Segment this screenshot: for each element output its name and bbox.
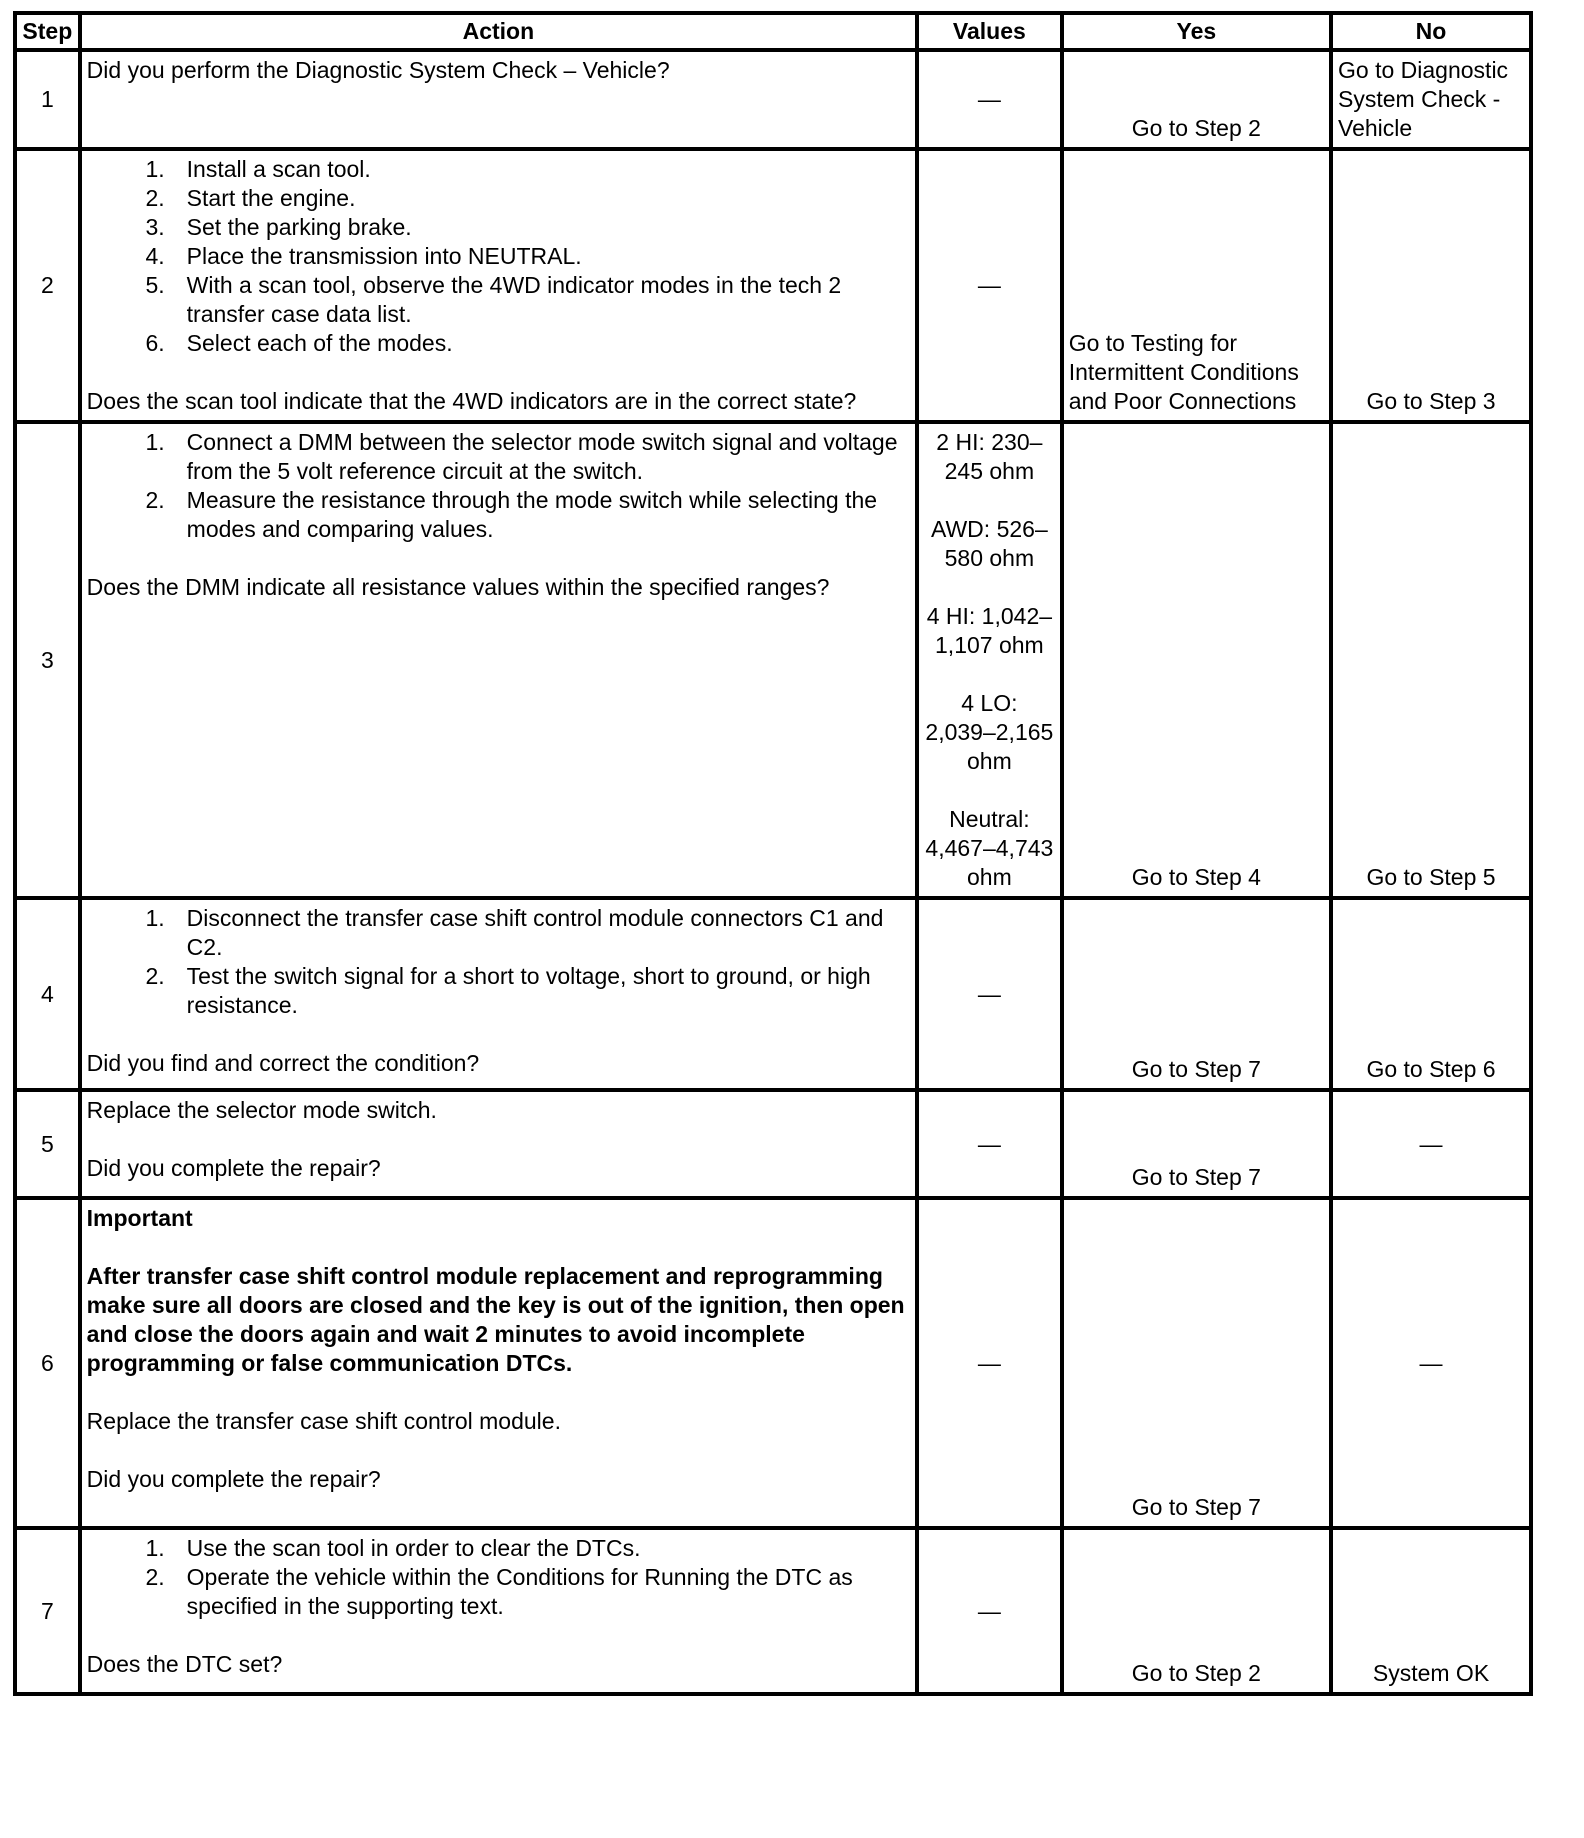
table-row	[15, 1528, 1531, 1694]
table-row	[15, 1090, 1531, 1198]
values-cell: —	[917, 50, 1062, 149]
yes-cell: Go to Step 4	[1062, 422, 1331, 898]
action-text: Replace the transfer case shift control module.	[86, 1408, 561, 1434]
action-cell	[80, 1090, 917, 1198]
list-item: 1. Connect a DMM between the selector mode switch signal and voltage from the 5 volt reference circuit at the switch.	[145, 429, 898, 484]
action-steps	[87, 155, 910, 358]
action-question: Did you find and correct the condition?	[86, 1050, 480, 1076]
header-yes: Yes	[1062, 13, 1331, 50]
action-question: Does the DTC set?	[86, 1651, 283, 1677]
action-question: Did you perform the Diagnostic System Check – Vehicle?	[86, 57, 670, 83]
header-values: Values	[917, 13, 1062, 50]
list-item: 5. With a scan tool, observe the 4WD indicator modes in the tech 2 transfer case data list.	[145, 272, 842, 327]
action-steps	[87, 1534, 910, 1621]
step-number: 3	[15, 422, 80, 898]
value-range: AWD: 526–580 ohm	[930, 516, 1048, 571]
no-cell: Go to Step 5	[1331, 422, 1531, 898]
values-cell: —	[917, 1528, 1062, 1694]
action-cell	[80, 1198, 917, 1528]
list-item: 2. Operate the vehicle within the Conditions for Running the DTC as specified in the supporting text.	[145, 1564, 853, 1619]
header-step: Step	[15, 13, 80, 50]
action-cell	[80, 1528, 917, 1694]
no-cell: System OK	[1331, 1528, 1531, 1694]
yes-cell: Go to Testing for Intermittent Conditions and Poor Connections	[1062, 149, 1331, 422]
action-cell	[80, 149, 917, 422]
important-title: Important	[86, 1205, 193, 1231]
action-text: Replace the selector mode switch.	[86, 1097, 437, 1123]
step-number: 5	[15, 1090, 80, 1198]
yes-cell: Go to Step 2	[1062, 50, 1331, 149]
step-number: 4	[15, 898, 80, 1090]
value-range: 4 LO: 2,039–2,165 ohm	[925, 690, 1054, 774]
yes-cell: Go to Step 7	[1062, 1090, 1331, 1198]
table-row	[15, 149, 1531, 422]
list-item: 1. Disconnect the transfer case shift control module connectors C1 and C2.	[145, 905, 884, 960]
diagnostic-table	[13, 11, 1533, 1696]
values-cell: —	[917, 149, 1062, 422]
table-row	[15, 50, 1531, 149]
list-item: 2. Start the engine.	[145, 185, 356, 211]
step-number: 7	[15, 1528, 80, 1694]
action-steps	[87, 904, 910, 1020]
header-action: Action	[80, 13, 917, 50]
values-cell: —	[917, 898, 1062, 1090]
table-row	[15, 898, 1531, 1090]
value-range: 4 HI: 1,042–1,107 ohm	[926, 603, 1053, 658]
no-cell: —	[1331, 1198, 1531, 1528]
no-cell: Go to Diagnostic System Check - Vehicle	[1331, 50, 1531, 149]
list-item: 2. Measure the resistance through the mode switch while selecting the modes and comparing values.	[145, 487, 878, 542]
important-text: After transfer case shift control module replacement and reprogramming make sure all doors are closed and the key is out of the ignition, then open and close the doors again and wait 2 minutes to avoid incomplete programming or false communication DTCs.	[86, 1263, 905, 1376]
list-item: 4. Place the transmission into NEUTRAL.	[145, 243, 582, 269]
action-question: Does the DMM indicate all resistance values within the specified ranges?	[86, 574, 830, 600]
value-range: Neutral: 4,467–4,743 ohm	[925, 806, 1054, 890]
yes-cell: Go to Step 7	[1062, 898, 1331, 1090]
value-range: 2 HI: 230–245 ohm	[936, 429, 1043, 484]
action-question: Did you complete the repair?	[86, 1155, 381, 1181]
step-number: 1	[15, 50, 80, 149]
list-item: 1. Use the scan tool in order to clear the DTCs.	[145, 1535, 641, 1561]
yes-cell: Go to Step 7	[1062, 1198, 1331, 1528]
list-item: 6. Select each of the modes.	[145, 330, 453, 356]
action-question: Did you complete the repair?	[86, 1466, 381, 1492]
list-item: 1. Install a scan tool.	[145, 156, 371, 182]
no-cell: Go to Step 3	[1331, 149, 1531, 422]
no-cell: Go to Step 6	[1331, 898, 1531, 1090]
action-cell	[80, 898, 917, 1090]
action-question: Does the scan tool indicate that the 4WD indicators are in the correct state?	[86, 388, 857, 414]
table-row	[15, 1198, 1531, 1528]
list-item: 2. Test the switch signal for a short to voltage, short to ground, or high resistance.	[145, 963, 871, 1018]
list-item: 3. Set the parking brake.	[145, 214, 412, 240]
step-number: 6	[15, 1198, 80, 1528]
header-row	[15, 13, 1531, 50]
values-cell: —	[917, 1198, 1062, 1528]
step-number: 2	[15, 149, 80, 422]
action-steps	[87, 428, 910, 544]
action-cell	[80, 422, 917, 898]
action-cell	[80, 50, 917, 149]
values-cell	[917, 422, 1062, 898]
yes-cell: Go to Step 2	[1062, 1528, 1331, 1694]
no-cell: —	[1331, 1090, 1531, 1198]
table-row	[15, 422, 1531, 898]
header-no: No	[1331, 13, 1531, 50]
values-cell: —	[917, 1090, 1062, 1198]
